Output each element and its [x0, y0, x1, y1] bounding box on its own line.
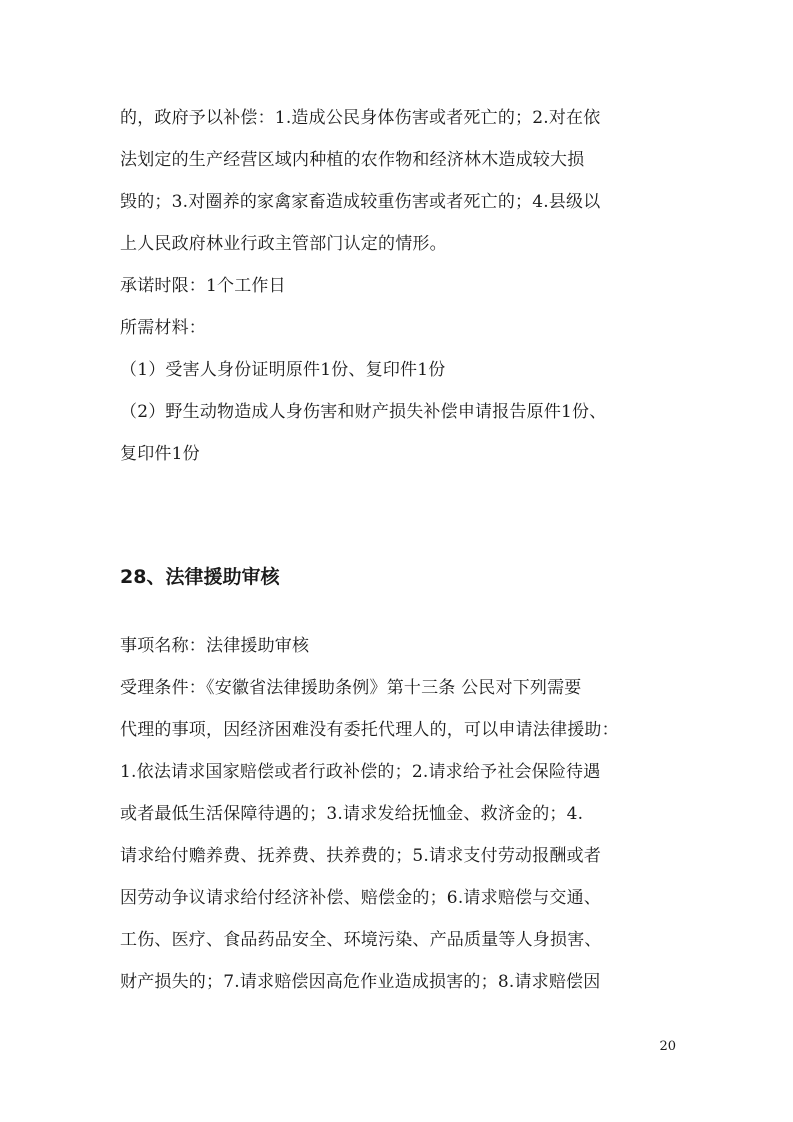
material-item-1: （1）受害人身份证明原件1份、复印件1份: [120, 360, 446, 380]
section-text-block: [120, 625, 680, 1003]
text-line: 工伤、医疗、食品药品安全、环境污染、产品质量等人身损害、: [120, 930, 602, 950]
text-line: 请求给付赡养费、抚养费、扶养费的；5.请求支付劳动报酬或者: [120, 846, 602, 866]
material-item-2: （2）野生动物造成人身伤害和财产损失补偿申请报告原件1份、: [120, 402, 607, 422]
text-line: 法划定的生产经营区域内种植的农作物和经济林木造成较大损: [120, 150, 585, 170]
text-line: 的，政府予以补偿：1.造成公民身体伤害或者死亡的；2.对在依: [120, 108, 601, 128]
text-line: 因劳动争议请求给付经济补偿、赔偿金的；6.请求赔偿与交通、: [120, 888, 602, 908]
page-number: 20: [659, 1039, 676, 1054]
text-line: 复印件1份: [120, 444, 200, 464]
top-text-block: [120, 97, 680, 475]
text-line: 代理的事项，因经济困难没有委托代理人的，可以申请法律援助：: [120, 720, 619, 740]
item-name-line: 事项名称：法律援助审核: [120, 636, 310, 656]
text-line: 财产损失的；7.请求赔偿因高危作业造成损害的；8.请求赔偿因: [120, 972, 601, 992]
text-line: 或者最低生活保障待遇的；3.请求发给抚恤金、救济金的；4.: [120, 804, 584, 824]
acceptance-conditions-line: 受理条件：《安徽省法律援助条例》第十三条 公民对下列需要: [120, 678, 582, 698]
commitment-time-line: 承诺时限：1个工作日: [120, 276, 286, 296]
text-line: 毁的；3.对圈养的家禽家畜造成较重伤害或者死亡的；4.县级以: [120, 192, 601, 212]
text-line: 上人民政府林业行政主管部门认定的情形。: [120, 234, 447, 254]
materials-label-line: 所需材料：: [120, 318, 206, 338]
section-heading: 28、法律援助审核: [120, 566, 280, 588]
text-line: 1.依法请求国家赔偿或者行政补偿的；2.请求给予社会保险待遇: [120, 762, 601, 782]
